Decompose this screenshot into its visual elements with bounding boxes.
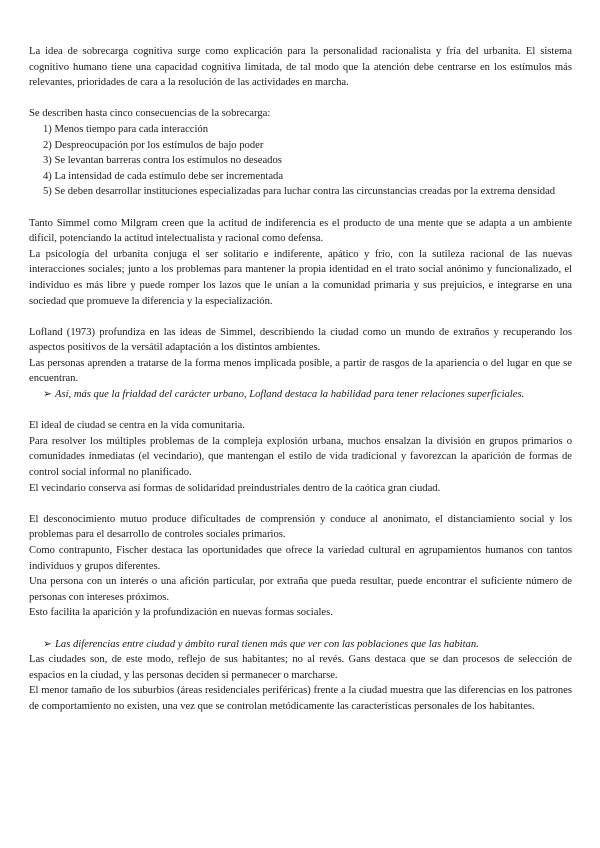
paragraph-anonymity: El desconocimiento mutuo produce dificultades de comprensión y conduce al anonimato, el distanciamiento social y los problemas para el desarrollo de controles sociales primarios. — [29, 513, 572, 541]
paragraph-community-ideal: El ideal de ciudad se centra en la vida comunitaria. — [29, 420, 245, 432]
paragraph-new-social-forms: Esto facilita la aparición y la profundización en nuevas formas sociales. — [29, 607, 333, 619]
bullet-text: Las diferencias entre ciudad y ámbito rural tienen más que ver con las poblaciones que las habitan. — [55, 638, 479, 650]
paragraph-consequences-intro: Se describen hasta cinco consecuencias de la sobrecarga: — [29, 108, 271, 120]
paragraph-lofland: Lofland (1973) profundiza en las ideas de Simmel, describiendo la ciudad como un mundo de extraños y recuperando los aspectos positivos de la versátil adaptación a los distintos ambientes. — [29, 326, 572, 354]
bullet-text: Así, más que la frialdad del carácter urbano, Lofland destaca la habilidad para tener relaciones superficiales. — [55, 389, 525, 401]
list-item: 1) Menos tiempo para cada interacción — [43, 123, 209, 135]
paragraph-gans: Las ciudades son, de este modo, reflejo de sus habitantes; no al revés. Gans destaca que se dan procesos de selección de espacios en la ciudad, y las personas deciden si permanecer o marcharse. — [29, 654, 572, 681]
bullet-lofland-superficial — [43, 387, 572, 403]
list-item: 2) Despreocupación por los estímulos de bajo poder — [43, 139, 264, 151]
list-item: 3) Se levantan barreras contra los estímulos no deseados — [43, 155, 282, 167]
paragraph-people-interact: Las personas aprenden a tratarse de la forma menos implicada posible, a partir de rasgos de la apariencia o del lugar en que se encuentran. — [29, 357, 572, 385]
list-item: 4) La intensidad de cada estímulo debe ser incrementada — [43, 170, 284, 182]
paragraph-fischer: Como contrapunto, Fischer destaca las oportunidades que ofrece la variedad cultural en agrupamientos humanos con tantos individuos y grupos diferentes. — [29, 545, 572, 572]
document-page — [29, 44, 572, 715]
paragraph-simmel-milgram: Tanto Simmel como Milgram creen que la actitud de indiferencia es el producto de una mente que se adapta a un ambiente difícil, potenciando la actitud intelectualista y racional como defensa. — [29, 217, 572, 245]
paragraph-shared-interests: Una persona con un interés o una afición particular, por extraña que pueda resultar, puede encontrar el suficiente número de personas con intereses próximos. — [29, 576, 572, 603]
paragraph-neighborhood: El vecindario conserva así formas de solidaridad preindustriales dentro de la caótica gran ciudad. — [29, 482, 441, 494]
paragraph-cognitive-overload: La idea de sobrecarga cognitiva surge como explicación para la personalidad racionalista y fría del urbanita. El sistema cognitivo humano tiene una capacidad cognitiva limitada, de tal modo que la atención debe centrarse en los estímulos más relevantes, prioridades de cara a la resolución de las actividades en marcha. — [29, 46, 572, 89]
arrow-bullet-icon: ➢ — [43, 389, 52, 401]
list-item: 5) Se deben desarrollar instituciones especializadas para luchar contra las circunstancias creadas por la extrema densidad — [43, 186, 556, 198]
arrow-bullet-icon: ➢ — [43, 638, 52, 650]
paragraph-suburbs: El menor tamaño de los suburbios (áreas residenciales periféricas) frente a la ciudad muestra que las diferencias en los patrones de comportamiento no existen, una vez que se controlan metódicamente las características personales de los habitantes. — [29, 685, 572, 712]
paragraph-urbanite-psychology: La psicología del urbanita conjuga el ser solitario e indiferente, apático y frío, con la sutileza racional de las nuevas interacciones sociales; junto a los problemas para mantener la propia identidad en el trato social anónimo y funcionalizado, el individuo es más libre y puede romper los lazos que le unían a la comunidad primaria y sus prejuicios, e integrarse en una sociedad que promueve la diferencia y la especialización. — [29, 248, 572, 307]
paragraph-primary-groups: Para resolver los múltiples problemas de la compleja explosión urbana, muchos ensalzan la división en grupos primarios o comunidades inmediatas (el vecindario), que mantengan el estilo de vida tradicional y favorezcan la aparición de formas de control social informal no planificado. — [29, 435, 572, 479]
bullet-city-rural — [43, 637, 572, 653]
